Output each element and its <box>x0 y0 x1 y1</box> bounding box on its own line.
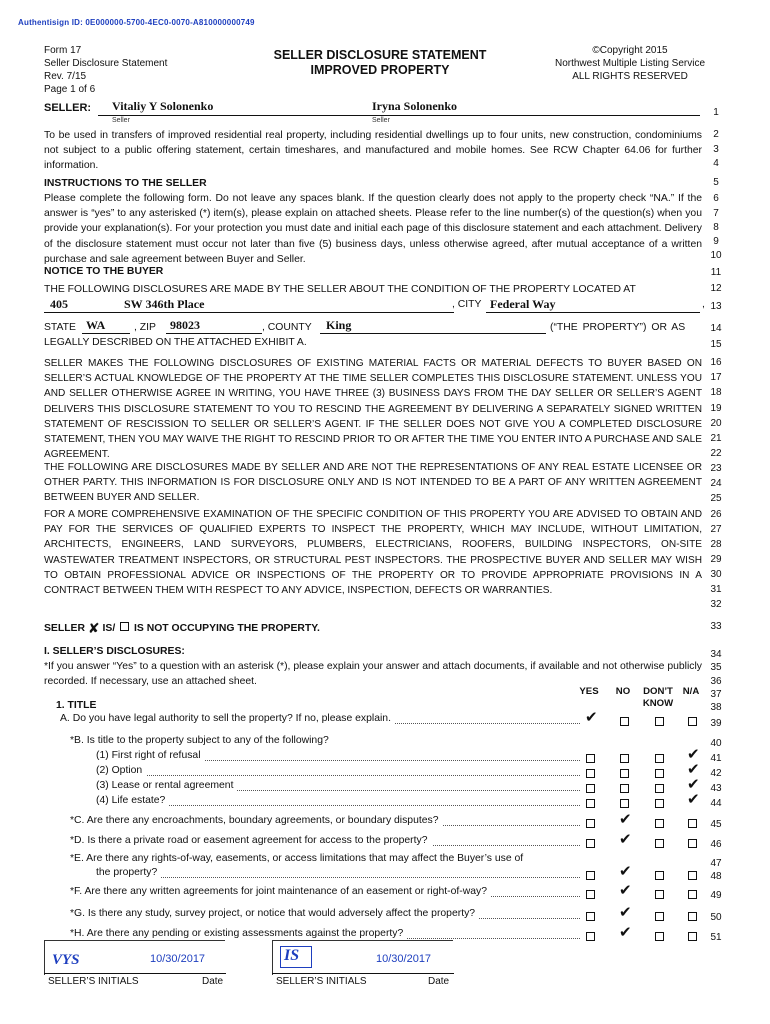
answer-checkbox-dk[interactable] <box>655 819 664 828</box>
answer-checkbox-na[interactable] <box>688 890 697 899</box>
line-number: 22 <box>710 448 722 459</box>
line-number: 51 <box>710 932 722 943</box>
line-number: 24 <box>710 478 722 489</box>
line-number: 30 <box>710 569 722 580</box>
line-number: 2 <box>713 129 719 140</box>
answer-checkmark-no[interactable]: ✔ <box>619 903 632 921</box>
seller-name-1[interactable]: Vitaliy Y Solonenko <box>112 99 214 113</box>
answer-checkbox-no[interactable] <box>620 799 629 808</box>
address-underline <box>44 312 454 313</box>
line-number: 16 <box>710 357 722 368</box>
title-line-2: IMPROVED PROPERTY <box>310 63 450 77</box>
question-label: *B. Is title to the property subject to any of the following? <box>70 735 329 746</box>
line-number: 48 <box>710 871 722 882</box>
question-label: *G. Is there any study, survey project, or notice that would adversely affect the property? <box>70 908 479 919</box>
line-number: 50 <box>710 912 722 923</box>
answer-checkbox-yes[interactable] <box>586 799 595 808</box>
line-number: 21 <box>710 433 722 444</box>
answer-checkmark-yes[interactable]: ✔ <box>585 708 598 726</box>
line-number: 9 <box>713 236 719 247</box>
col-yes: YES <box>579 686 599 697</box>
line-number: 17 <box>710 372 722 383</box>
answer-checkbox-no[interactable] <box>620 717 629 726</box>
question-label: (1) First right of refusal <box>96 750 205 761</box>
answer-checkbox-dk[interactable] <box>655 839 664 848</box>
date-label-2: Date <box>428 976 450 987</box>
county-underline <box>320 333 546 334</box>
answer-checkbox-no[interactable] <box>620 784 629 793</box>
initials-label-1: SELLER’S INITIALS <box>48 976 139 987</box>
page-indicator: Page 1 of 6 <box>44 84 96 95</box>
line-number: 39 <box>710 718 722 729</box>
line-number: 43 <box>710 783 722 794</box>
answer-checkbox-na[interactable] <box>688 932 697 941</box>
occupying-prefix: SELLER <box>44 623 85 634</box>
question-label: *D. Is there a private road or easement agreement for access to the property? <box>70 835 432 846</box>
disclosure-paragraph-3: FOR A MORE COMPREHENSIVE EXAMINATION OF THE SPECIFIC CONDITION OF THIS PROPERTY YOU ARE ADVISED TO OBTAIN AND PAY FOR THE SERVICES OF QUALIFIED EXPERTS TO INSPECT THE PROPERTY, WHICH MAY INCLUDE, WITHOUT LIMITATION, ARCHITECTS, ENGINEERS, LAND SURVEYORS, PLUMBERS, ELECTRICIANS, ROOFERS, BUILDING INSPECTORS, ON-SITE WASTEWATER TREATMENT INSPECTORS, OR STRUCTURAL PEST INSPECTORS. THE PROSPECTIVE BUYER AND SELLER MAY WISH TO OBTAIN PROFESSIONAL ADVICE OR INSPECTIONS OF THE PROPERTY OR TO PROVIDE APPROPRIATE PROVISIONS IN A CONTRACT BETWEEN THEM WITH RESPECT TO ANY ADVICE, INSPECTION, DEFECTS OR WARRANTIES. <box>44 509 702 597</box>
notice-heading: NOTICE TO THE BUYER <box>44 266 164 277</box>
instructions-heading: INSTRUCTIONS TO THE SELLER <box>44 178 207 189</box>
document-title <box>240 48 520 78</box>
occupying-is: IS/ <box>102 623 116 634</box>
disclosure-paragraph-1: SELLER MAKES THE FOLLOWING DISCLOSURES OF EXISTING MATERIAL FACTS OR MATERIAL DEFECTS TO BUYER BASED ON SELLER’S ACTUAL KNOWLEDGE OF THE PROPERTY AT THE TIME SELLER COMPLETES THIS DISCLOSURE STATEMENT. UNLESS YOU AND SELLER OTHERWISE AGREE IN WRITING, YOU HAVE THREE (3) BUSINESS DAYS FROM THE DAY SELLER OR SELLER’S AGENT DELIVERS THIS DISCLOSURE STATEMENT TO YOU TO RESCIND THE AGREEMENT BY DELIVERING A SEPARATELY SIGNED WRITTEN STATEMENT OF RESCISSION TO SELLER OR SELLER’S AGENT. IF THE SELLER DOES NOT GIVE YOU A COMPLETED DISCLOSURE STATEMENT, THEN YOU MAY WAIVE THE RIGHT TO RESCIND PRIOR TO OR AFTER THE TIME YOU ENTER INTO A PURCHASE AND SALE AGREEMENT. <box>44 358 702 461</box>
answer-checkmark-na[interactable]: ✔ <box>687 775 700 793</box>
line-number: 34 <box>710 649 722 660</box>
answer-checkbox-dk[interactable] <box>655 769 664 778</box>
answer-checkbox-yes[interactable] <box>586 912 595 921</box>
line-number: 45 <box>710 819 722 830</box>
line-number: 28 <box>710 539 722 550</box>
line-number: 40 <box>710 738 722 749</box>
line-number: 5 <box>713 177 719 188</box>
answer-checkbox-no[interactable] <box>620 769 629 778</box>
line-number: 10 <box>710 250 722 261</box>
answer-checkbox-yes[interactable] <box>586 769 595 778</box>
zip-underline <box>166 333 262 334</box>
line-number: 11 <box>710 267 722 278</box>
line-number: 8 <box>713 222 719 233</box>
property-label: (“THE PROPERTY”) OR AS <box>550 322 686 333</box>
question-label: the property? <box>96 867 161 878</box>
city-underline <box>486 312 700 313</box>
disclosures-note: *If you answer “Yes” to a question with an asterisk (*), please explain your answer and attach documents, if available and not otherwise publicly recorded. If necessary, use an attached sheet. <box>44 661 702 688</box>
line-number: 15 <box>710 339 722 350</box>
line-number: 26 <box>710 509 722 520</box>
answer-checkbox-dk[interactable] <box>655 871 664 880</box>
seller-initials-2[interactable]: IS <box>284 947 300 964</box>
line-number: 12 <box>710 283 722 294</box>
state-underline <box>82 333 130 334</box>
line-number: 35 <box>710 662 722 673</box>
answer-checkbox-dk[interactable] <box>655 890 664 899</box>
question-label: *H. Are there any pending or existing assessments against the property? <box>70 928 407 939</box>
answer-checkbox-dk[interactable] <box>655 754 664 763</box>
answer-checkbox-no[interactable] <box>620 754 629 763</box>
col-no: NO <box>615 686 631 697</box>
answer-checkbox-dk[interactable] <box>655 717 664 726</box>
line-number: 18 <box>710 387 722 398</box>
occupying-is-checkbox[interactable]: ✘ <box>87 621 100 637</box>
dot-leader <box>96 877 580 878</box>
seller-initials-1[interactable]: VYS <box>52 952 80 968</box>
line-number: 37 <box>710 689 722 700</box>
seller-label: SELLER: <box>44 102 92 114</box>
initials-line-1 <box>44 973 226 974</box>
answer-checkmark-no[interactable]: ✔ <box>619 862 632 880</box>
line-number: 13 <box>710 301 722 312</box>
question-label: (4) Life estate? <box>96 795 169 806</box>
line-number: 20 <box>710 418 722 429</box>
street-name[interactable]: SW 346th Place <box>124 297 205 311</box>
line-number: 3 <box>713 144 719 155</box>
seller-underline <box>98 115 700 116</box>
question-label: *C. Are there any encroachments, boundary agreements, or boundary disputes? <box>70 815 443 826</box>
line-number: 29 <box>710 554 722 565</box>
answer-checkbox-na[interactable] <box>688 839 697 848</box>
legal-description: LEGALLY DESCRIBED ON THE ATTACHED EXHIBIT A. <box>44 337 307 348</box>
disclosure-paragraph-2: THE FOLLOWING ARE DISCLOSURES MADE BY SELLER AND ARE NOT THE REPRESENTATIONS OF ANY REAL ESTATE LICENSEE OR OTHER PARTY. THIS INFORMATION IS FOR DISCLOSURE ONLY AND IS NOT INTENDED TO BE A PART OF ANY WRITTEN AGREEMENT BETWEEN BUYER AND SELLER. <box>44 462 702 504</box>
question-label: A. Do you have legal authority to sell the property? If no, please explain. <box>60 713 395 724</box>
line-number: 4 <box>713 158 719 169</box>
copyright: ©Copyright 2015 <box>592 45 668 56</box>
answer-checkmark-no[interactable]: ✔ <box>619 810 632 828</box>
answer-checkbox-yes[interactable] <box>586 890 595 899</box>
line-number: 14 <box>710 323 722 334</box>
seller-name-2[interactable]: Iryna Solonenko <box>372 99 458 113</box>
question-label: (3) Lease or rental agreement <box>96 780 237 791</box>
answer-checkmark-no[interactable]: ✔ <box>619 881 632 899</box>
organization: Northwest Multiple Listing Service <box>554 58 706 69</box>
notice-line-1: THE FOLLOWING DISCLOSURES ARE MADE BY THE SELLER ABOUT THE CONDITION OF THE PROPERTY LOCATED AT <box>44 284 636 295</box>
line-number: 23 <box>710 463 722 474</box>
answer-checkbox-yes[interactable] <box>586 871 595 880</box>
initials-date-1[interactable]: 10/30/2017 <box>150 953 206 965</box>
initials-line-2 <box>272 973 454 974</box>
answer-checkmark-na[interactable]: ✔ <box>687 760 700 778</box>
form-name: Seller Disclosure Statement <box>44 58 168 69</box>
answer-checkmark-na[interactable]: ✔ <box>687 790 700 808</box>
answer-checkbox-yes[interactable] <box>586 839 595 848</box>
answer-checkbox-yes[interactable] <box>586 784 595 793</box>
line-number: 36 <box>710 676 722 687</box>
answer-checkmark-na[interactable]: ✔ <box>687 745 700 763</box>
section-title: 1. TITLE <box>56 700 97 711</box>
title-line-1: SELLER DISCLOSURE STATEMENT <box>273 48 487 62</box>
dot-leader <box>96 775 580 776</box>
question-label: *E. Are there any rights-of-way, easements, or access limitations that may affect the Buyer’s use of <box>70 853 524 864</box>
answer-checkbox-na[interactable] <box>688 717 697 726</box>
county-label: , COUNTY <box>262 322 312 333</box>
answer-checkbox-na[interactable] <box>688 819 697 828</box>
copyright-block <box>540 44 720 83</box>
state-value[interactable]: WA <box>86 318 106 332</box>
seller-sub-1: Seller <box>112 117 130 124</box>
line-number: 49 <box>710 890 722 901</box>
line-number: 25 <box>710 493 722 504</box>
answer-checkbox-na[interactable] <box>688 912 697 921</box>
initials-label-2: SELLER’S INITIALS <box>276 976 367 987</box>
line-number: 19 <box>710 403 722 414</box>
question-label: (2) Option <box>96 765 146 776</box>
answer-checkbox-dk[interactable] <box>655 932 664 941</box>
line-number: 33 <box>710 621 722 632</box>
city-label: , CITY <box>452 299 482 310</box>
line-number: 41 <box>710 753 722 764</box>
form-revision: Rev. 7/15 <box>44 71 87 82</box>
seller-sub-2: Seller <box>372 117 390 124</box>
date-label-1: Date <box>202 976 224 987</box>
answer-checkbox-dk[interactable] <box>655 784 664 793</box>
zip-label: , ZIP <box>134 322 156 333</box>
form-number: Form 17 <box>44 45 82 56</box>
line-number: 31 <box>710 584 722 595</box>
line-number: 44 <box>710 798 722 809</box>
answer-checkbox-dk[interactable] <box>655 799 664 808</box>
answer-checkbox-yes[interactable] <box>586 754 595 763</box>
col-na: N/A <box>682 686 700 697</box>
answer-checkmark-no[interactable]: ✔ <box>619 923 632 941</box>
line-number: 6 <box>713 193 719 204</box>
line-number: 27 <box>710 524 722 535</box>
line-number: 7 <box>713 208 719 219</box>
city-value[interactable]: Federal Way <box>490 297 556 311</box>
disclosures-heading: I. SELLER’S DISCLOSURES: <box>44 646 185 657</box>
line-number: 47 <box>710 858 722 869</box>
city-comma: , <box>702 299 705 310</box>
answer-checkbox-na[interactable] <box>688 871 697 880</box>
zip-value[interactable]: 98023 <box>170 318 200 332</box>
intro-paragraph: To be used in transfers of improved residential real property, including residential dwellings up to four units, new construction, condominiums not subject to a public offering statement, certain timeshares, and manufactured and mobile homes. See RCW Chapter 64.06 for further information. <box>44 130 702 172</box>
answer-checkbox-yes[interactable] <box>586 932 595 941</box>
line-number: 46 <box>710 839 722 850</box>
state-label: STATE <box>44 322 76 333</box>
answer-checkmark-no[interactable]: ✔ <box>619 830 632 848</box>
instructions-text: Please complete the following form. Do not leave any spaces blank. If the question clearly does not apply to the property check “NA.” If the answer is “yes” to any asterisked (*) item(s), please explain on attached sheets. Please refer to the line number(s) of the question(s) when you provide your explanation(s). For your protection you must date and initial each page of this disclosure statement and each attachment. Delivery of the disclosure statement must occur not later than five (5) business days, unless otherwise agreed, after mutual acceptance of a written purchase and sale agreement between Buyer and Seller. <box>44 193 702 265</box>
answer-checkbox-dk[interactable] <box>655 912 664 921</box>
col-dont-know: DON’T KNOW <box>642 686 674 709</box>
street-number[interactable]: 405 <box>50 297 68 311</box>
occupying-rest: IS NOT OCCUPYING THE PROPERTY. <box>134 623 320 634</box>
line-number: 42 <box>710 768 722 779</box>
line-number: 1 <box>713 107 719 118</box>
line-number: 32 <box>710 599 722 610</box>
rights: ALL RIGHTS RESERVED <box>572 71 688 82</box>
occupying-isnot-checkbox[interactable] <box>120 622 129 631</box>
authentisign-id: Authentisign ID: 0E000000-5700-4EC0-0070-A810000000749 <box>18 18 255 27</box>
question-label: *F. Are there any written agreements for joint maintenance of an easement or right-of-way? <box>70 886 491 897</box>
county-value[interactable]: King <box>326 318 352 332</box>
answer-checkbox-yes[interactable] <box>586 819 595 828</box>
initials-date-2[interactable]: 10/30/2017 <box>376 953 432 965</box>
occupying-line <box>44 620 320 635</box>
line-number: 38 <box>710 702 722 713</box>
form-info <box>44 44 167 96</box>
